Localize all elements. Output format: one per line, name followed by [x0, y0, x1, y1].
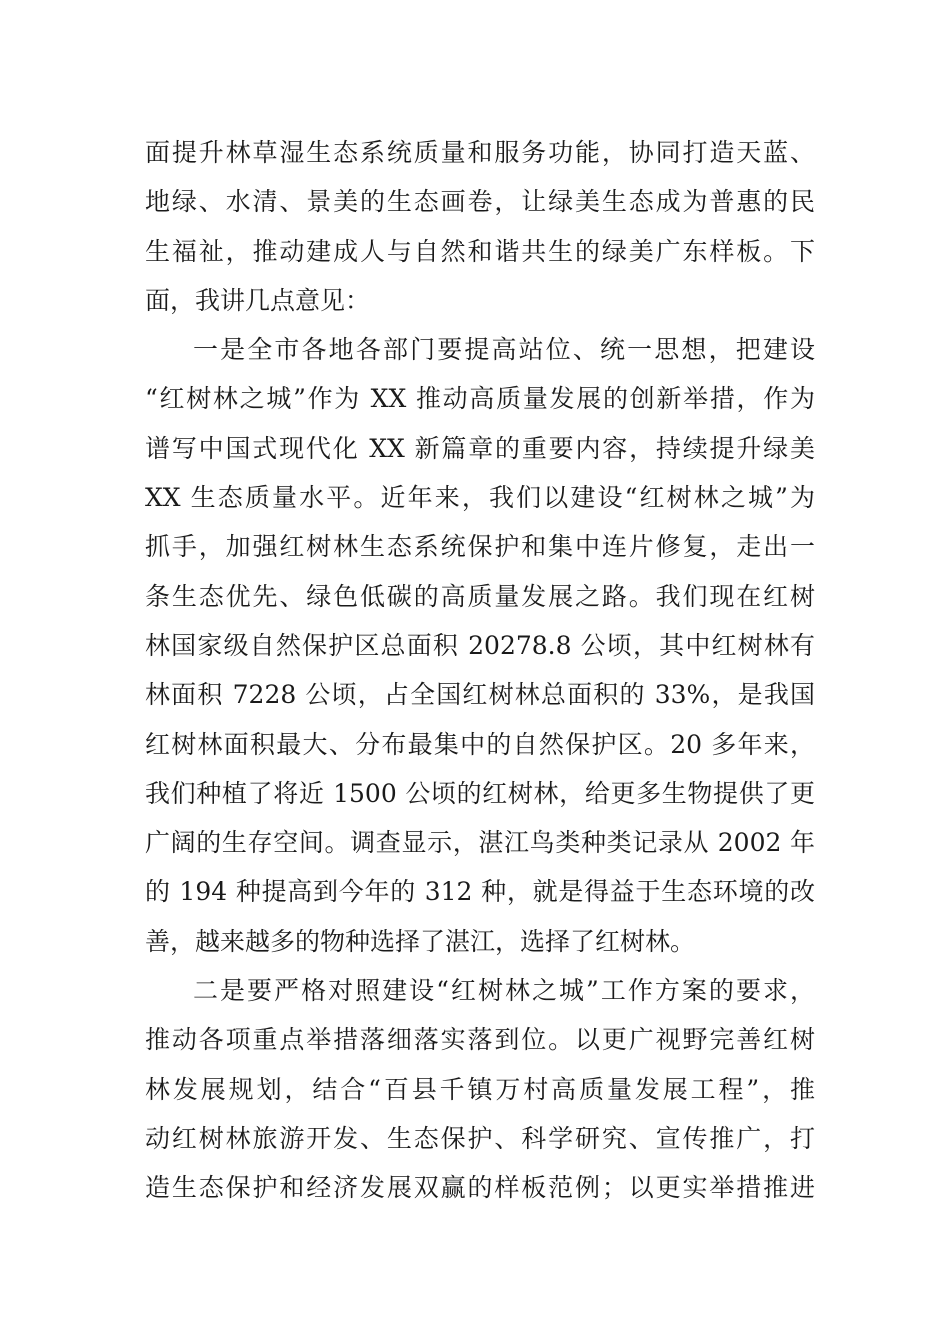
text-line: 广阔的生存空间。调查显示，湛江鸟类种类记录从 2002 年: [145, 828, 815, 858]
body-text: [145, 128, 815, 1213]
text-line: 造生态保护和经济发展双赢的样板范例；以更实举措推进: [145, 1173, 815, 1203]
text-line: 动红树林旅游开发、生态保护、科学研究、宣传推广，打: [145, 1123, 815, 1153]
text-line: 抓手，加强红树林生态系统保护和集中连片修复，走出一: [145, 532, 815, 562]
text-line: 我们种植了将近 1500 公顷的红树林，给更多生物提供了更: [145, 778, 815, 808]
text-line: XX 生态质量水平。近年来，我们以建设“红树林之城”为: [145, 483, 815, 513]
text-line: 红树林面积最大、分布最集中的自然保护区。20 多年来，: [145, 729, 815, 759]
text-line: 二是要严格对照建设“红树林之城”工作方案的要求，: [193, 976, 815, 1006]
text-line: 条生态优先、绿色低碳的高质量发展之路。我们现在红树: [145, 581, 815, 611]
text-line: 林面积 7228 公顷，占全国红树林总面积的 33%，是我国: [145, 680, 815, 710]
text-line: 面，我讲几点意见：: [145, 285, 371, 315]
text-line: 一是全市各地各部门要提高站位、统一思想，把建设: [193, 335, 815, 365]
text-line: 林发展规划，结合“百县千镇万村高质量发展工程”，推: [145, 1074, 815, 1104]
text-line: 林国家级自然保护区总面积 20278.8 公顷，其中红树林有: [145, 630, 815, 660]
text-line: 生福祉，推动建成人与自然和谐共生的绿美广东样板。下: [145, 236, 815, 266]
text-line: 推动各项重点举措落细落实落到位。以更广视野完善红树: [145, 1025, 815, 1055]
text-line: 谱写中国式现代化 XX 新篇章的重要内容，持续提升绿美: [145, 433, 815, 463]
text-line: 的 194 种提高到今年的 312 种，就是得益于生态环境的改: [145, 877, 815, 907]
text-line: 面提升林草湿生态系统质量和服务功能，协同打造天蓝、: [145, 138, 815, 167]
text-line: 地绿、水清、景美的生态画卷，让绿美生态成为普惠的民: [145, 187, 815, 217]
text-line: 善，越来越多的物种选择了湛江，选择了红树林。: [145, 926, 696, 956]
text-line: “红树林之城”作为 XX 推动高质量发展的创新举措，作为: [145, 384, 815, 414]
